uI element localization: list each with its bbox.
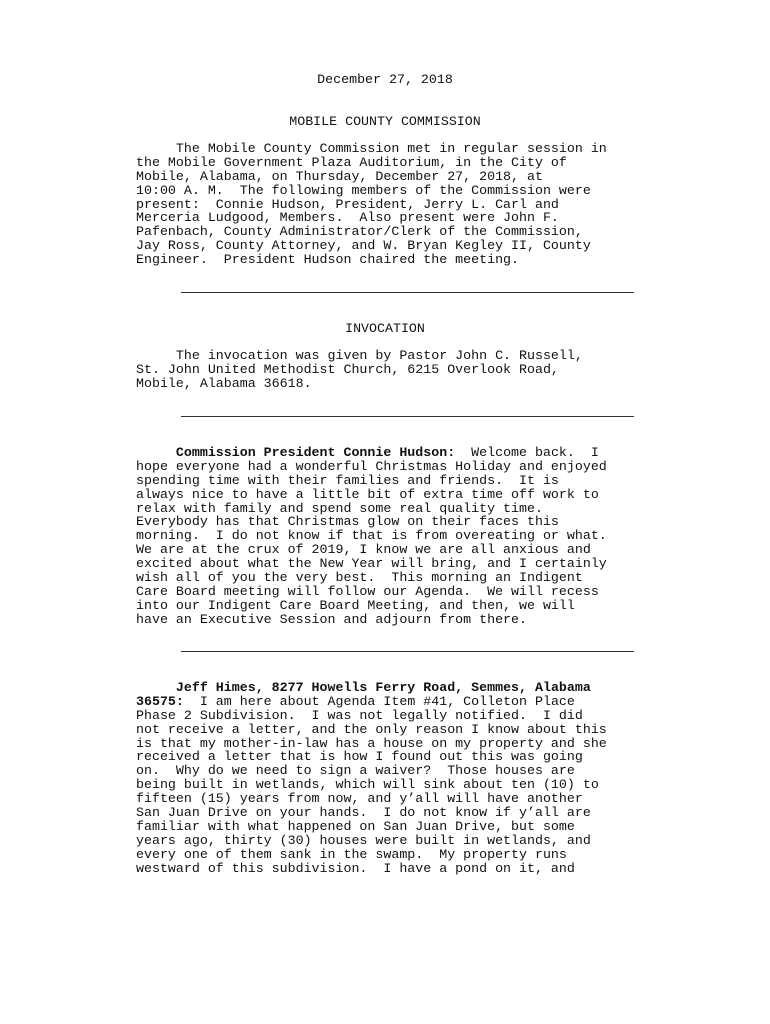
remarks-text: Welcome back. I (455, 445, 599, 460)
intro-line: Jay Ross, County Attorney, and W. Bryan Kegley II, County (136, 238, 591, 254)
remarks-line: always nice to have a little bit of extra time off work to (136, 486, 599, 502)
remarks-text: I am here about Agenda Item #41, Colleton Place (183, 693, 575, 709)
invocation-paragraph (136, 349, 696, 391)
remarks-line: relax with family and spend some real quality time. (136, 500, 543, 516)
remarks-line: morning. I do not know if that is from overeating or what. (136, 528, 607, 544)
speaker-zip: 36575: (136, 693, 184, 709)
speaker-name-line (136, 681, 696, 695)
intro-line: Mobile, Alabama, on Thursday, December 27, 2018, at (136, 168, 543, 184)
intro-line: Pafenbach, County Administrator/Clerk of the Commission, (136, 224, 583, 240)
remarks-line: Phase 2 Subdivision. I was not legally notified. I did (136, 707, 583, 723)
remarks-line: have an Executive Session and adjourn from there. (136, 611, 527, 627)
speaker-name: Commission President Connie Hudson: (175, 445, 456, 460)
remarks-line: hope everyone had a wonderful Christmas Holiday and enjoyed (136, 458, 607, 474)
remarks-line: is that my mother-in-law has a house on my property and she (136, 735, 607, 751)
remarks-line: on. Why do we need to sign a waiver? Those houses are (136, 763, 575, 779)
remarks-line: San Juan Drive on your hands. I do not know if y’all are (136, 805, 591, 821)
intro-line: the Mobile Government Plaza Auditorium, in the City of (136, 154, 567, 170)
invocation-line: The invocation was given by Pastor John C. Russell, (136, 348, 583, 363)
himes-remarks (136, 681, 696, 875)
remarks-line: every one of them sank in the swamp. My property runs (136, 846, 567, 862)
intro-line: 10:00 A. M. The following members of the Commission were (136, 182, 591, 198)
remarks-line: received a letter that is how I found out this was going (136, 749, 583, 765)
intro-line: Engineer. President Hudson chaired the meeting. (136, 252, 520, 268)
intro-paragraph (136, 142, 696, 267)
remarks-line: years ago, thirty (30) houses were built in wetlands, and (136, 832, 591, 848)
section-divider (181, 651, 634, 652)
indent (136, 445, 176, 460)
remarks-line: We are at the crux of 2019, I know we are all anxious and (136, 542, 591, 558)
remarks-line: excited about what the New Year will bring, and I certainly (136, 556, 607, 572)
invocation-heading: INVOCATION (345, 321, 425, 336)
meeting-date: December 27, 2018 (317, 72, 453, 87)
speaker-name: Jeff Himes, 8277 Howells Ferry Road, Semmes, Alabama (175, 680, 591, 695)
remarks-line: spending time with their families and friends. It is (136, 472, 559, 488)
indent (136, 680, 176, 695)
remarks-first-line (136, 695, 696, 709)
intro-line: Merceria Ludgood, Members. Also present were John F. (136, 210, 559, 226)
invocation-line: Mobile, Alabama 36618. (136, 375, 312, 391)
remarks-line: familiar with what happened on San Juan Drive, but some (136, 818, 575, 834)
remarks-line: westward of this subdivision. I have a pond on it, and (136, 860, 575, 876)
remarks-line: Care Board meeting will follow our Agenda. We will recess (136, 583, 599, 599)
invocation-line: St. John United Methodist Church, 6215 Overlook Road, (136, 361, 559, 377)
remarks-first-line (136, 446, 696, 460)
intro-line: present: Connie Hudson, President, Jerry L. Carl and (136, 196, 559, 212)
section-divider (181, 292, 634, 293)
remarks-line: Everybody has that Christmas glow on their faces this (136, 514, 559, 530)
remarks-line: wish all of you the very best. This morning an Indigent (136, 570, 583, 586)
remarks-line: fifteen (15) years from now, and y’all will have another (136, 791, 583, 807)
remarks-line: into our Indigent Care Board Meeting, and then, we will (136, 597, 575, 613)
document-title: MOBILE COUNTY COMMISSION (289, 114, 481, 129)
remarks-line: not receive a letter, and the only reason I know about this (136, 721, 607, 737)
remarks-line: being built in wetlands, which will sink about ten (10) to (136, 777, 599, 793)
intro-line: The Mobile County Commission met in regular session in (136, 141, 607, 156)
hudson-remarks (136, 446, 696, 627)
section-divider (181, 416, 634, 417)
